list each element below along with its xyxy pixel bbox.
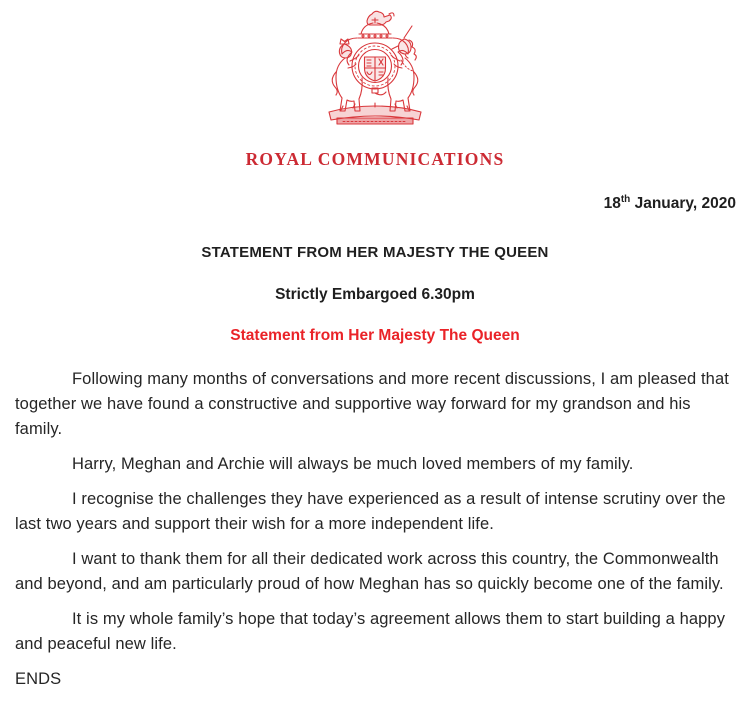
letterhead-crest	[0, 0, 750, 127]
date-ordinal: th	[620, 193, 631, 205]
statement-title: STATEMENT FROM HER MAJESTY THE QUEEN	[201, 244, 549, 261]
statement-body	[15, 367, 740, 692]
ends-marker: ENDS	[15, 670, 62, 688]
letterhead-wordmark: ROYAL COMMUNICATIONS	[245, 149, 505, 169]
document-date	[0, 193, 750, 214]
paragraph-5: It is my whole family’s hope that today’s agreement allows them to start building a happy and peaceful new life.	[15, 610, 726, 653]
statement-subtitle: Statement from Her Majesty The Queen	[230, 327, 520, 344]
royal-coat-of-arms-icon	[317, 8, 433, 127]
paragraph-2: Harry, Meghan and Archie will always be much loved members of my family.	[72, 455, 634, 473]
embargo-notice: Strictly Embargoed 6.30pm	[275, 286, 475, 303]
paragraph-3: I recognise the challenges they have experienced as a result of intense scrutiny over the last two years and support their wish for a more independent life.	[15, 490, 726, 533]
paragraph-1: Following many months of conversations and more recent discussions, I am pleased that together we have found a constructive and supportive way forward for my grandson and his family.	[15, 370, 729, 438]
date-day: 18	[603, 195, 621, 212]
date-rest: January, 2020	[630, 195, 736, 212]
paragraph-4: I want to thank them for all their dedicated work across this country, the Commonwealth and beyond, and am particularly proud of how Meghan has so quickly become one of the family.	[15, 550, 724, 593]
